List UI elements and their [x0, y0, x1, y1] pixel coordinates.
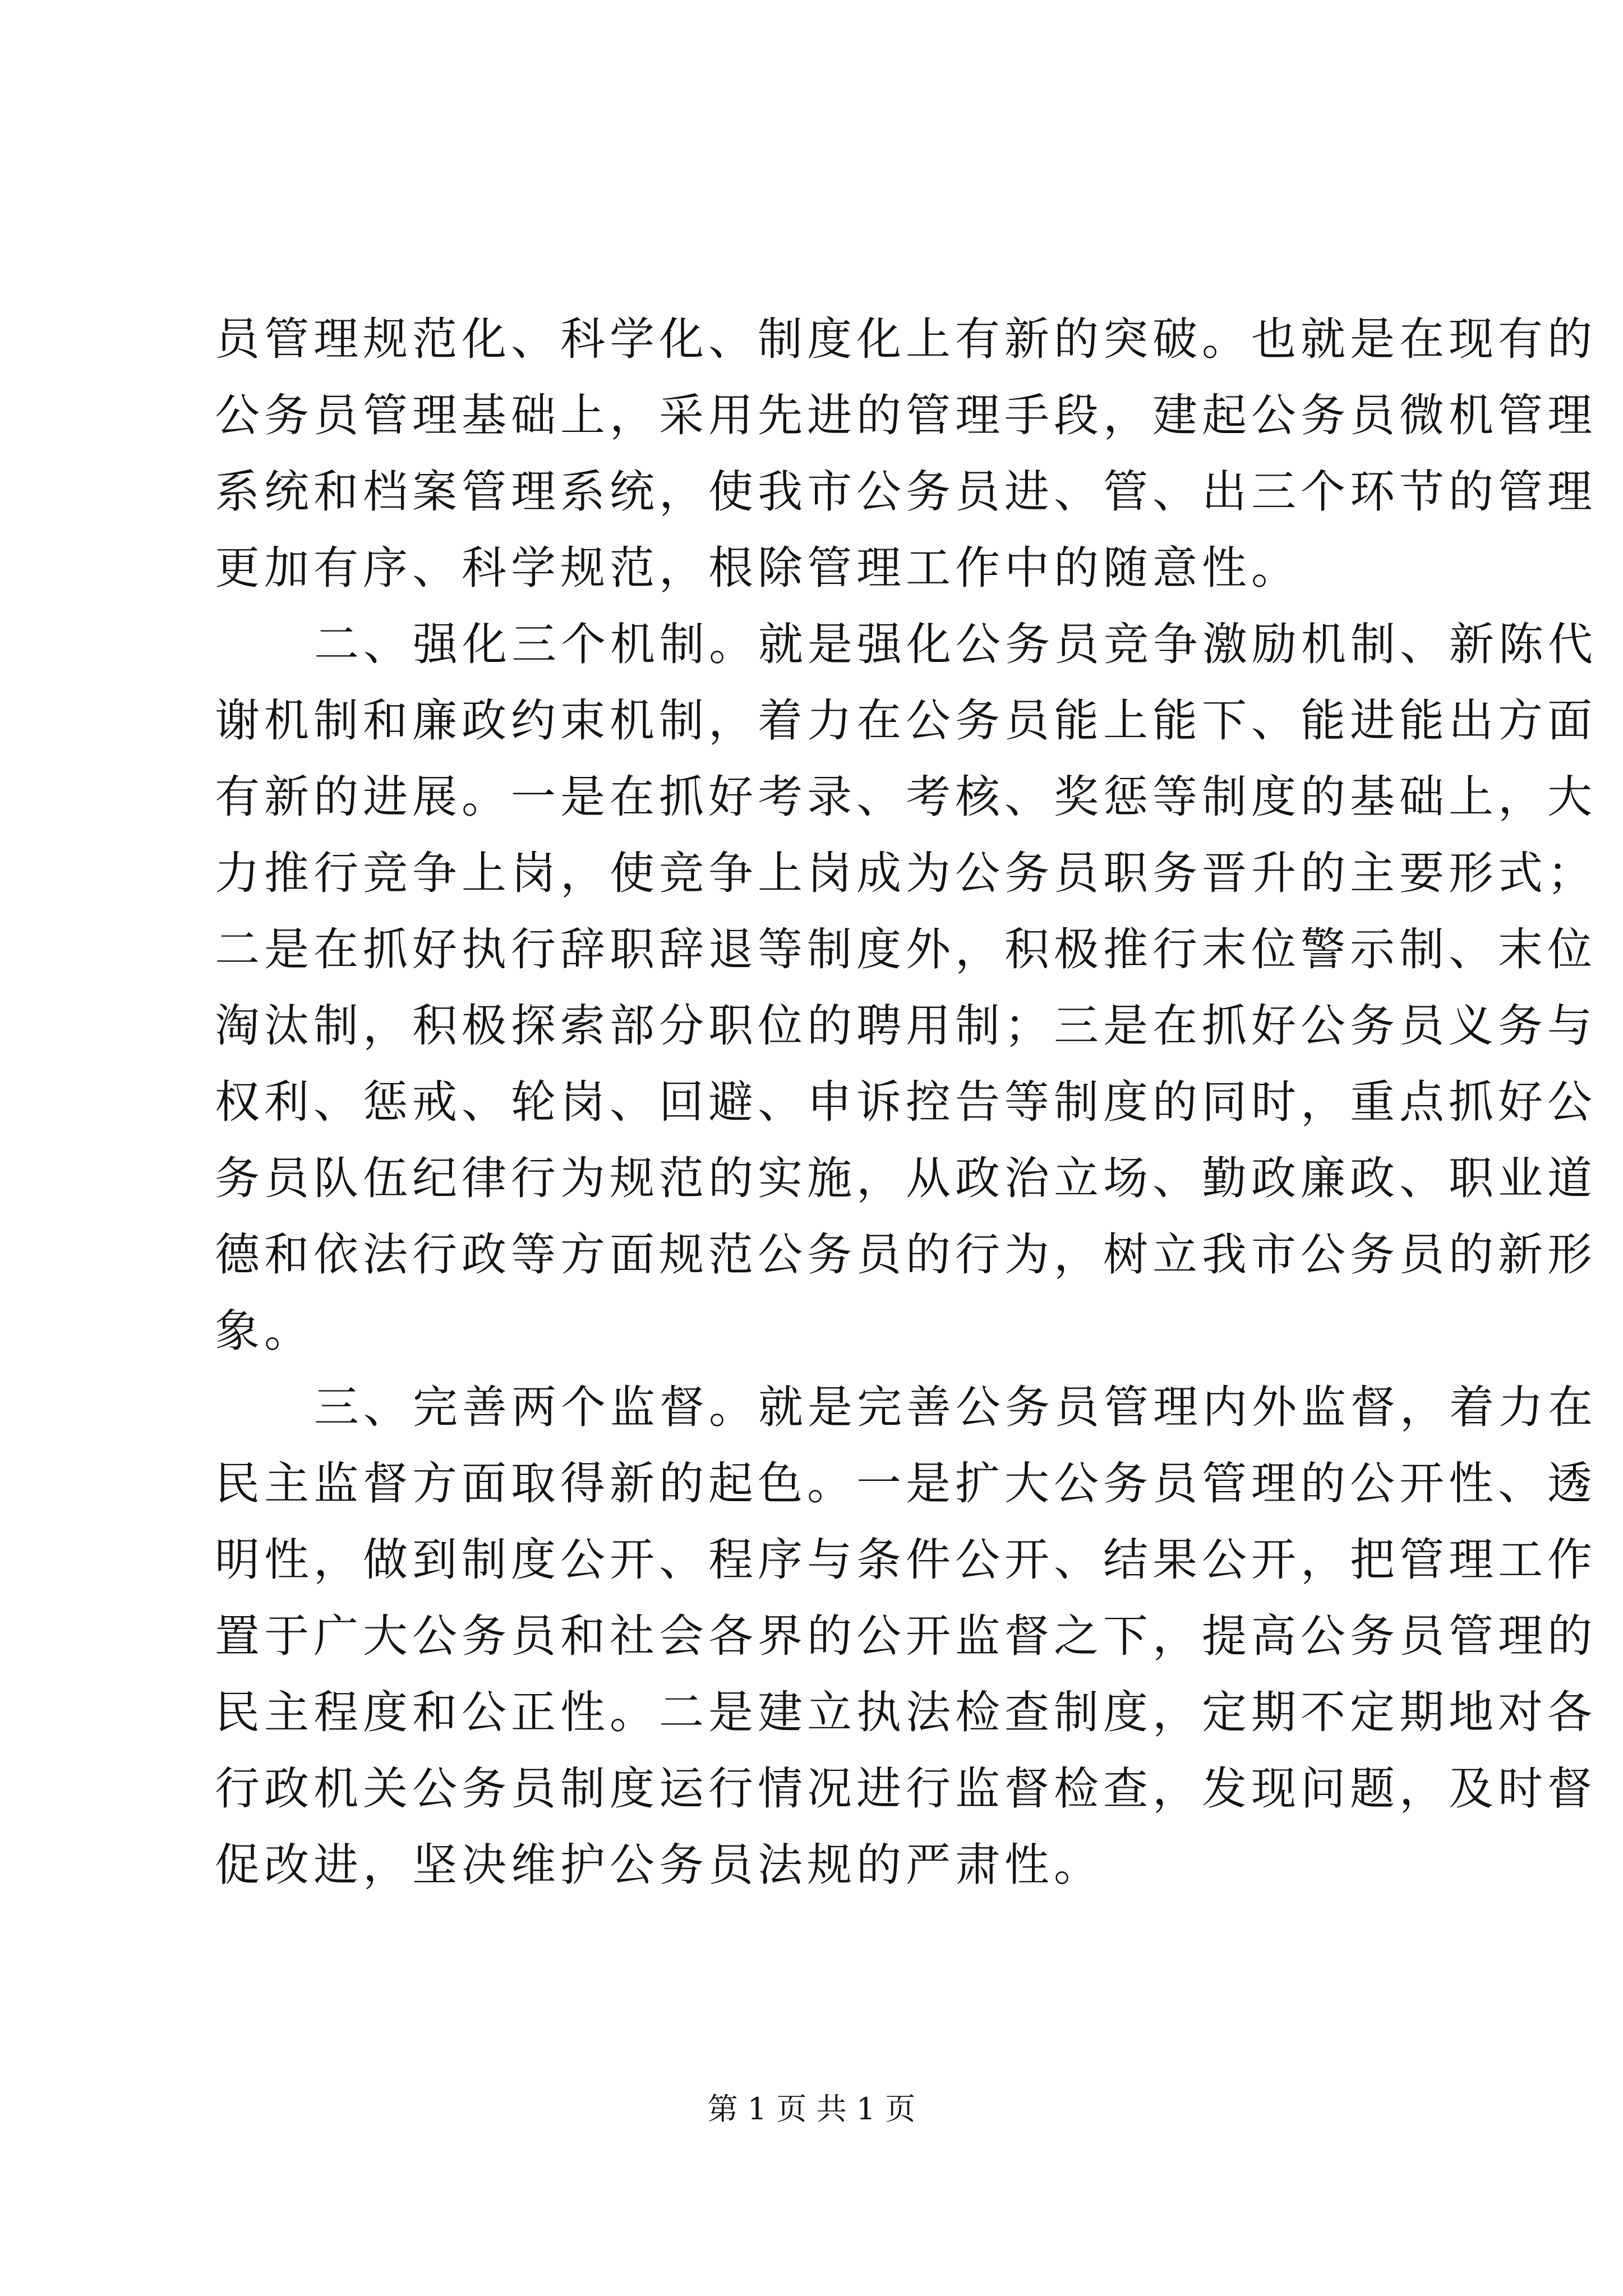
text-line: 有新的进展。一是在抓好考录、考核、奖惩等制度的基础上，大: [215, 771, 1597, 823]
paragraph-heading-line: 二、强化三个机制。就是强化公务员竞争激励机制、新陈代: [314, 618, 1597, 670]
text-line: 行政机关公务员制度运行情况进行监督检查，发现问题，及时督: [215, 1763, 1597, 1815]
text-line: 谢机制和廉政约束机制，着力在公务员能上能下、能进能出方面: [215, 694, 1597, 747]
paragraph-heading-line: 三、完善两个监督。就是完善公务员管理内外监督，着力在: [314, 1381, 1597, 1433]
text-line: 力推行竞争上岗，使竞争上岗成为公务员职务晋升的主要形式；: [215, 847, 1597, 899]
text-line: 更加有序、科学规范，根除管理工作中的随意性。: [215, 542, 1301, 594]
text-line: 权利、惩戒、轮岗、回避、申诉控告等制度的同时，重点抓好公: [215, 1076, 1597, 1128]
text-line: 务员队伍纪律行为规范的实施，从政治立场、勤政廉政、职业道: [215, 1152, 1597, 1204]
text-line: 促改进，坚决维护公务员法规的严肃性。: [215, 1839, 1103, 1891]
text-line: 员管理规范化、科学化、制度化上有新的突破。也就是在现有的: [215, 313, 1597, 365]
text-line: 明性，做到制度公开、程序与条件公开、结果公开，把管理工作: [215, 1534, 1597, 1586]
text-line: 淘汰制，积极探索部分职位的聘用制；三是在抓好公务员义务与: [215, 1000, 1597, 1052]
text-line: 德和依法行政等方面规范公务员的行为，树立我市公务员的新形: [215, 1228, 1597, 1281]
text-line: 系统和档案管理系统，使我市公务员进、管、出三个环节的管理: [215, 466, 1597, 518]
text-line: 二是在抓好执行辞职辞退等制度外，积极推行末位警示制、末位: [215, 923, 1597, 976]
text-line: 公务员管理基础上，采用先进的管理手段，建起公务员微机管理: [215, 389, 1597, 441]
text-line: 民主监督方面取得新的起色。一是扩大公务员管理的公开性、透: [215, 1457, 1597, 1510]
text-line: 置于广大公务员和社会各界的公开监督之下，提高公务员管理的: [215, 1610, 1597, 1662]
text-line: 民主程度和公正性。二是建立执法检查制度，定期不定期地对各: [215, 1686, 1597, 1738]
page-footer: 第 1 页 共 1 页: [707, 2091, 916, 2127]
text-line: 象。: [215, 1305, 313, 1357]
